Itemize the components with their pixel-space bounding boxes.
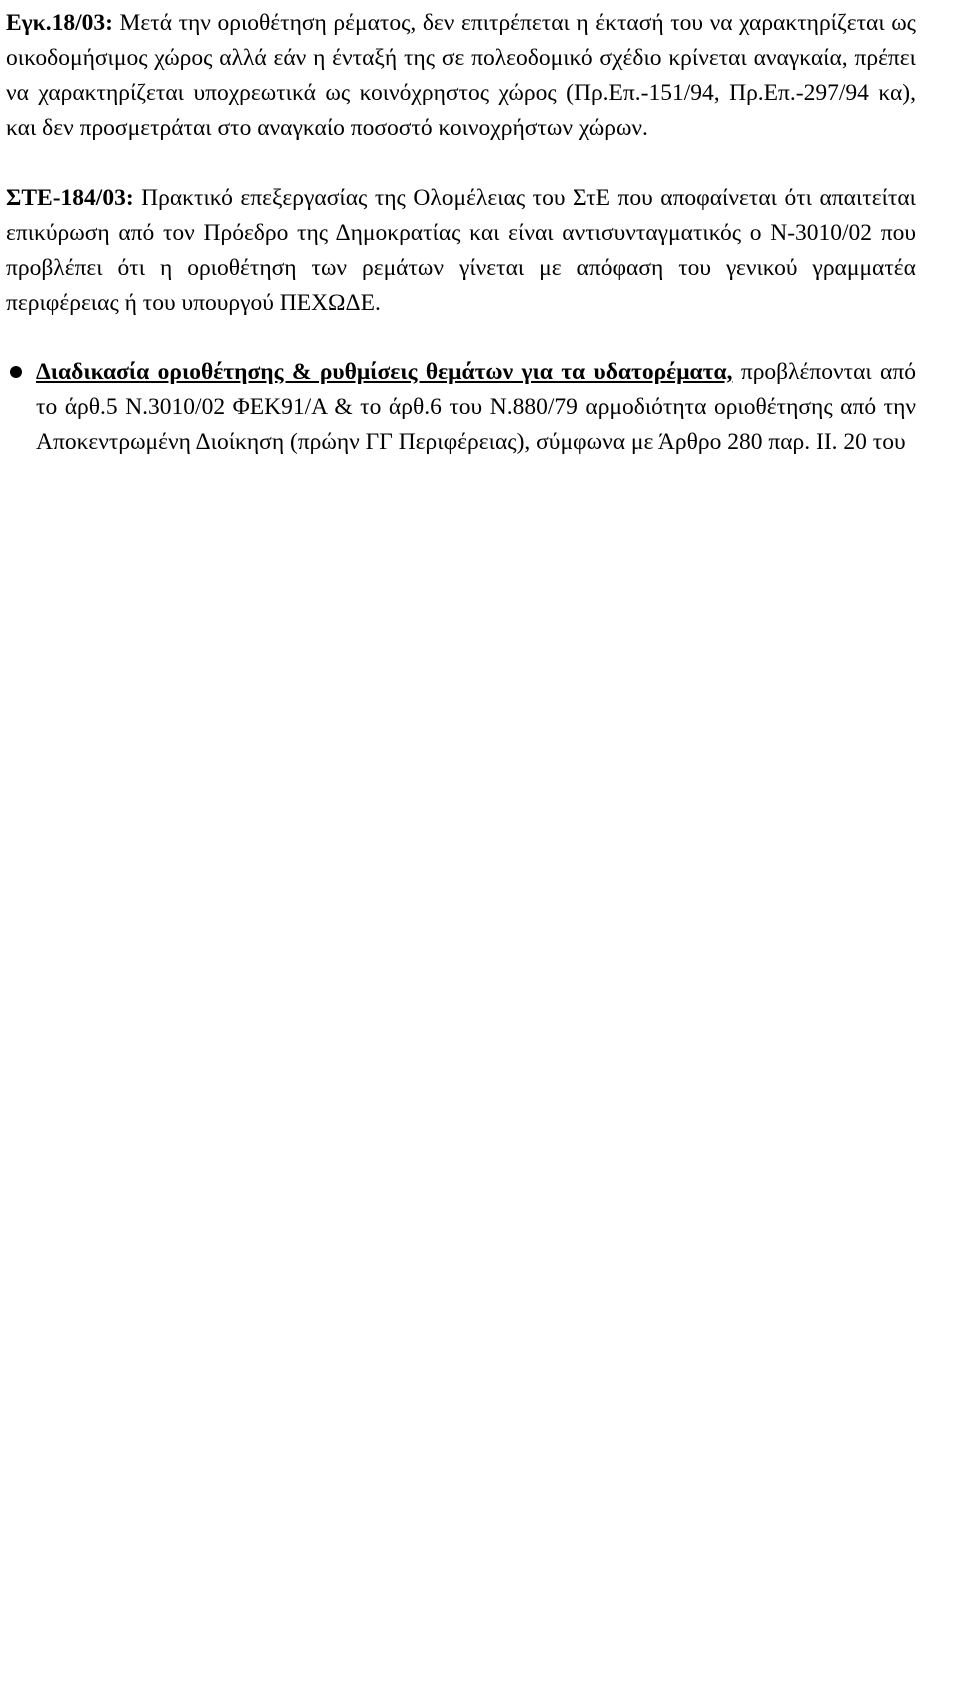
paragraph-reference: ΣΤΕ-184/03: <box>6 185 134 211</box>
bullet-icon <box>8 364 24 380</box>
bullet-list <box>6 355 916 460</box>
bullet-oriothetisi <box>6 355 916 460</box>
paragraph-ste-184-03 <box>6 181 916 321</box>
bullet-text: προβλέπονται από το άρθ.5 Ν.3010/02 ΦΕΚ91/Α & το άρθ.6 του Ν.880/79 αρμοδιότητα οριοθέτησης από την Αποκεντρωμένη Διοίκηση (πρώην ΓΓ Περιφέρειας), σύμφωνα με Άρθρο 280 παρ. ΙΙ. 20 του <box>36 359 916 455</box>
paragraph-reference: Εγκ.18/03: <box>6 10 113 36</box>
paragraph-text: Μετά την οριοθέτηση ρέματος, δεν επιτρέπεται η έκτασή του να χαρακτηρίζεται ως οικοδομήσιμος χώρος αλλά εάν η ένταξή της σε πολεοδομικό σχέδιο κρίνεται αναγκαία, πρέπει να χαρακτηρίζεται υποχρεωτικά ως κοινόχρηστος χώρος (Πρ.Επ.-151/94, Πρ.Επ.-297/94 κα), και δεν προσμετράται στο αναγκαίο ποσοστό κοινοχρήστων χώρων. <box>6 10 916 141</box>
paragraph-egk-18-03 <box>6 6 916 146</box>
paragraph-text: Πρακτικό επεξεργασίας της Ολομέλειας του ΣτΕ που αποφαίνεται ότι απαιτείται επικύρωση από τον Πρόεδρο της Δημοκρατίας και είναι αντισυνταγματικός ο Ν-3010/02 που προβλέπει ότι η οριοθέτηση των ρεμάτων γίνεται με απόφαση του γενικού γραμματέα περιφέρειας ή του υπουργού ΠΕΧΩΔΕ. <box>6 185 916 316</box>
bullet-heading: Διαδικασία οριοθέτησης & ρυθμίσεις θεμάτων για τα υδατορέματα, <box>36 359 733 385</box>
